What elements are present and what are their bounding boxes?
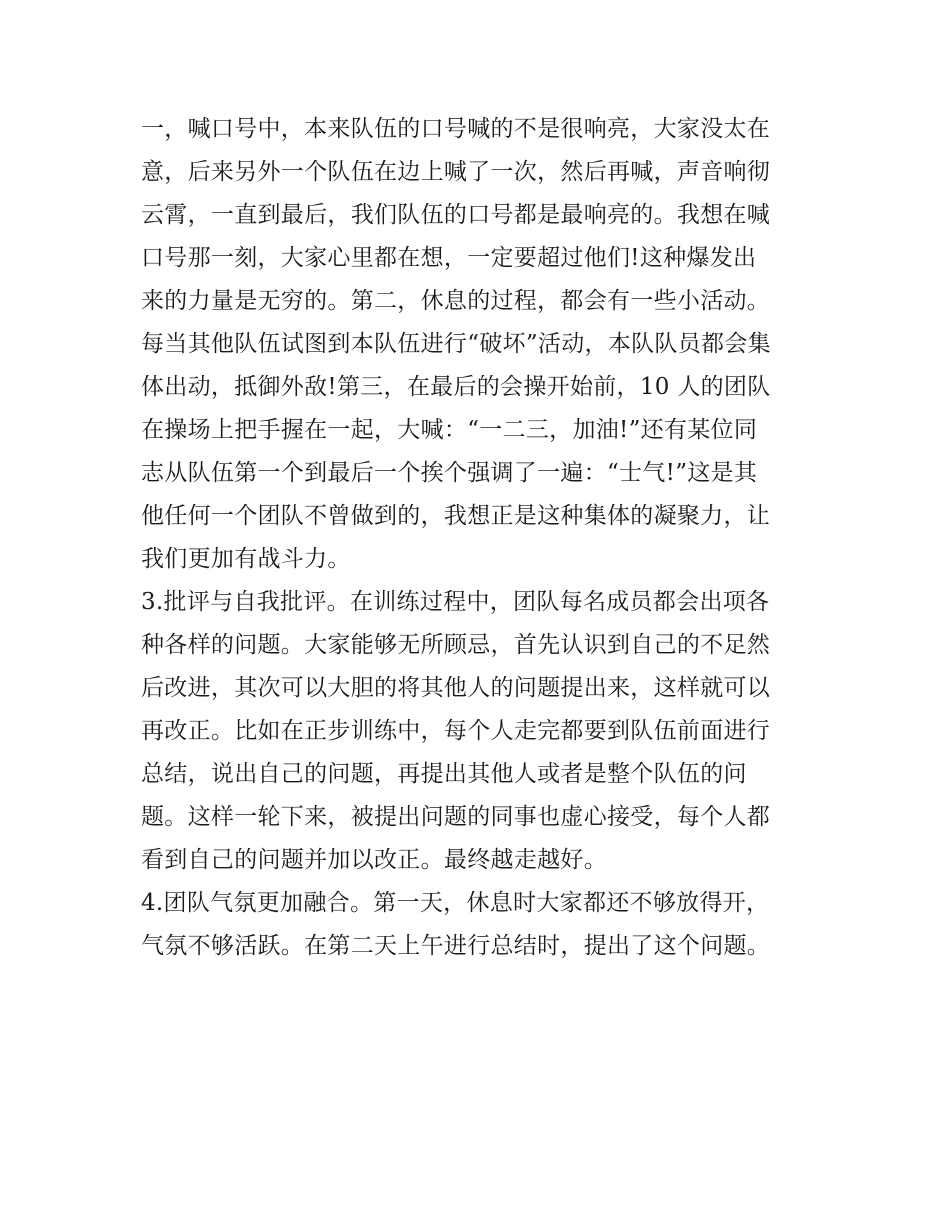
text-line: 后改进，其次可以大胆的将其他人的问题提出来，这样就可以 [141,675,771,701]
text-line: 体出动，抵御外敌!第三，在最后的会操开始前，10 人的团队 [141,374,771,400]
text-line: 4.团队气氛更加融合。第一天，休息时大家都还不够放得开， [141,890,770,916]
text-line: 总结，说出自己的问题，再提出其他人或者是整个队伍的问 [141,761,747,787]
body-text [141,108,821,968]
text-line: 一，喊口号中，本来队伍的口号喊的不是很响亮，大家没太在 [141,116,771,142]
text-line: 每当其他队伍试图到本队伍进行“破坏”活动，本队队员都会集 [141,331,771,357]
text-line: 意，后来另外一个队伍在边上喊了一次，然后再喊，声音响彻 [141,159,771,185]
text-line: 在操场上把手握在一起，大喊：“一二三，加油!”还有某位同 [141,417,758,443]
text-line: 来的力量是无穷的。第二，休息的过程，都会有一些小活动。 [141,288,771,314]
text-line: 口号那一刻，大家心里都在想，一定要超过他们!这种爆发出 [141,245,757,271]
text-line: 再改正。比如在正步训练中，每个人走完都要到队伍前面进行 [141,718,771,744]
text-line: 3.批评与自我批评。在训练过程中，团队每名成员都会出项各 [141,589,770,615]
text-line: 看到自己的问题并加以改正。最终越走越好。 [141,847,607,873]
text-line: 云霄，一直到最后，我们队伍的口号都是最响亮的。我想在喊 [141,202,771,228]
text-line: 种各样的问题。大家能够无所顾忌，首先认识到自己的不足然 [141,632,771,658]
text-line: 气氛不够活跃。在第二天上午进行总结时，提出了这个问题。 [141,933,771,959]
text-line: 他任何一个团队不曾做到的，我想正是这种集体的凝聚力，让 [141,503,771,529]
text-line: 我们更加有战斗力。 [141,546,351,572]
text-line: 志从队伍第一个到最后一个挨个强调了一遍：“士气!”这是其 [141,460,758,486]
text-line: 题。这样一轮下来，被提出问题的同事也虚心接受，每个人都 [141,804,771,830]
